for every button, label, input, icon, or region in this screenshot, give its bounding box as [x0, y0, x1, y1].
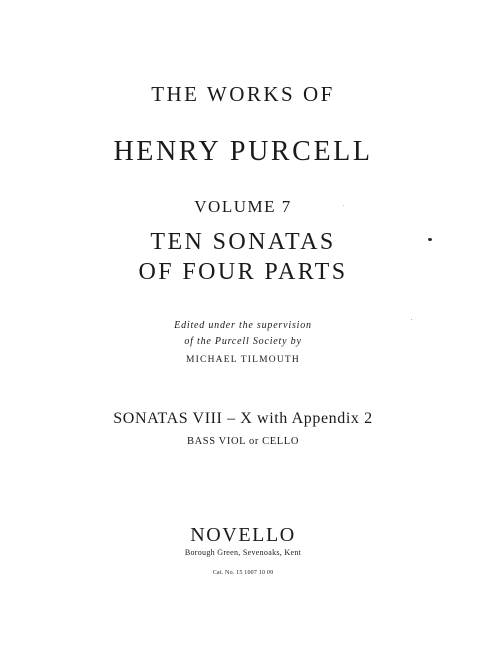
- ink-speck: [411, 319, 412, 320]
- publisher-address: Borough Green, Sevenoaks, Kent: [184, 548, 302, 557]
- composer-name: HENRY PURCELL: [113, 136, 373, 167]
- sonatas-range: SONATAS VIII – X with Appendix 2: [113, 410, 373, 427]
- volume-number: VOLUME 7: [194, 197, 292, 216]
- work-title-line-2: OF FOUR PARTS: [138, 259, 348, 285]
- editorial-note-line-1: Edited under the supervision: [174, 320, 312, 331]
- work-title-line-1: TEN SONATAS: [150, 229, 336, 255]
- publisher-name: NOVELLO: [190, 524, 296, 546]
- ink-speck: [428, 238, 432, 241]
- editor-name: MICHAEL TILMOUTH: [186, 355, 300, 365]
- ink-speck: [343, 205, 344, 206]
- catalogue-number: Cat. No. 15 1007 10 09: [212, 570, 274, 576]
- series-title: THE WORKS OF: [151, 82, 335, 106]
- editorial-note-line-2: of the Purcell Society by: [184, 336, 302, 347]
- instrument-part: BASS VIOL or CELLO: [186, 436, 299, 447]
